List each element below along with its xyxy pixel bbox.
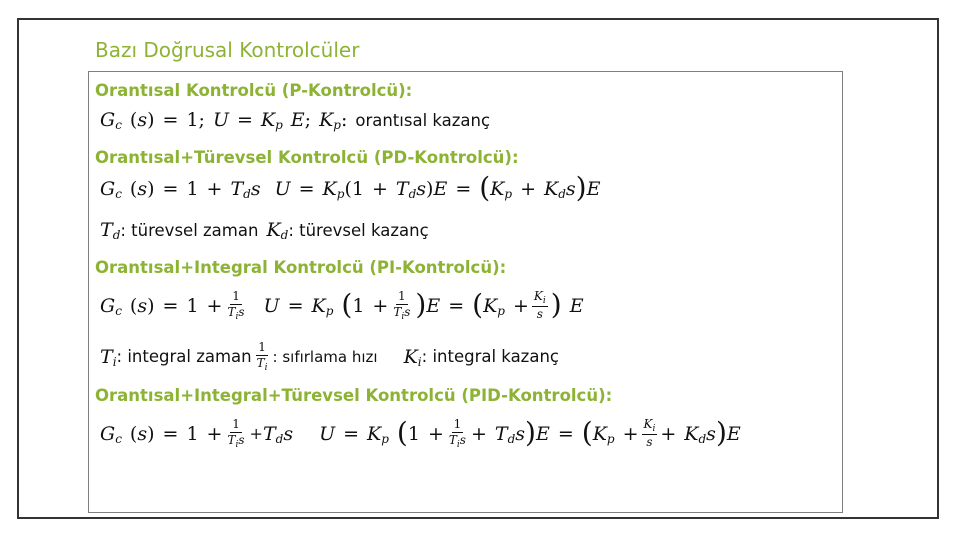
pd-definitions: T d : türevsel zaman K d : türevsel kazanç (100, 219, 429, 242)
p-gain-note: orantısal kazanç (355, 110, 491, 130)
kd-note: : türevsel kazanç (288, 220, 429, 240)
equation-pd-controller: G c ( s ) = 1 + T d s U = K p (1 + T d s ) E = ( K p + K d s ) E (100, 171, 601, 204)
heading-p-controller: Orantısal Kontrolcü (P-Kontrolcü): (95, 81, 413, 100)
td-note: : türevsel zaman (120, 220, 259, 240)
heading-pd-controller: Orantısal+Türevsel Kontrolcü (PD-Kontrolcü): (95, 148, 519, 167)
pi-definitions: T i : integral zaman $\frac{1}{T_i}$ : sıfırlama hızı K i : integral kazanç (100, 340, 559, 373)
ti-note: : integral zaman (116, 347, 252, 366)
equation-p-controller: G c ( s ) = 1; U = K p E ; K p : orantısal kazanç (100, 109, 491, 132)
heading-pid-controller: Orantısal+Integral+Türevsel Kontrolcü (PID-Kontrolcü): (95, 386, 613, 405)
reset-rate-note: : sıfırlama hızı (272, 347, 378, 366)
heading-pi-controller: Orantısal+Integral Kontrolcü (PI-Kontrolcü): (95, 258, 507, 277)
slide-title: Bazı Doğrusal Kontrolcüler (95, 38, 360, 62)
equation-pid-controller: G c ( s ) = 1 + $\frac{1}{T_is}$ + T d s U = K p ( 1 + $\frac{1}{T_is}$ + T d s ) E = ( K p + $\frac{K_i}{s}$ + K d s ) E (100, 415, 741, 450)
ki-note: : integral kazanç (421, 347, 559, 366)
equation-pi-controller: G c ( s ) = 1 + $\frac{1}{T_is}$ U = K p ( 1 + $\frac{1}{T_is}$ ) E = ( K p + $\frac{K_i}{s}$ ) E (100, 287, 584, 322)
